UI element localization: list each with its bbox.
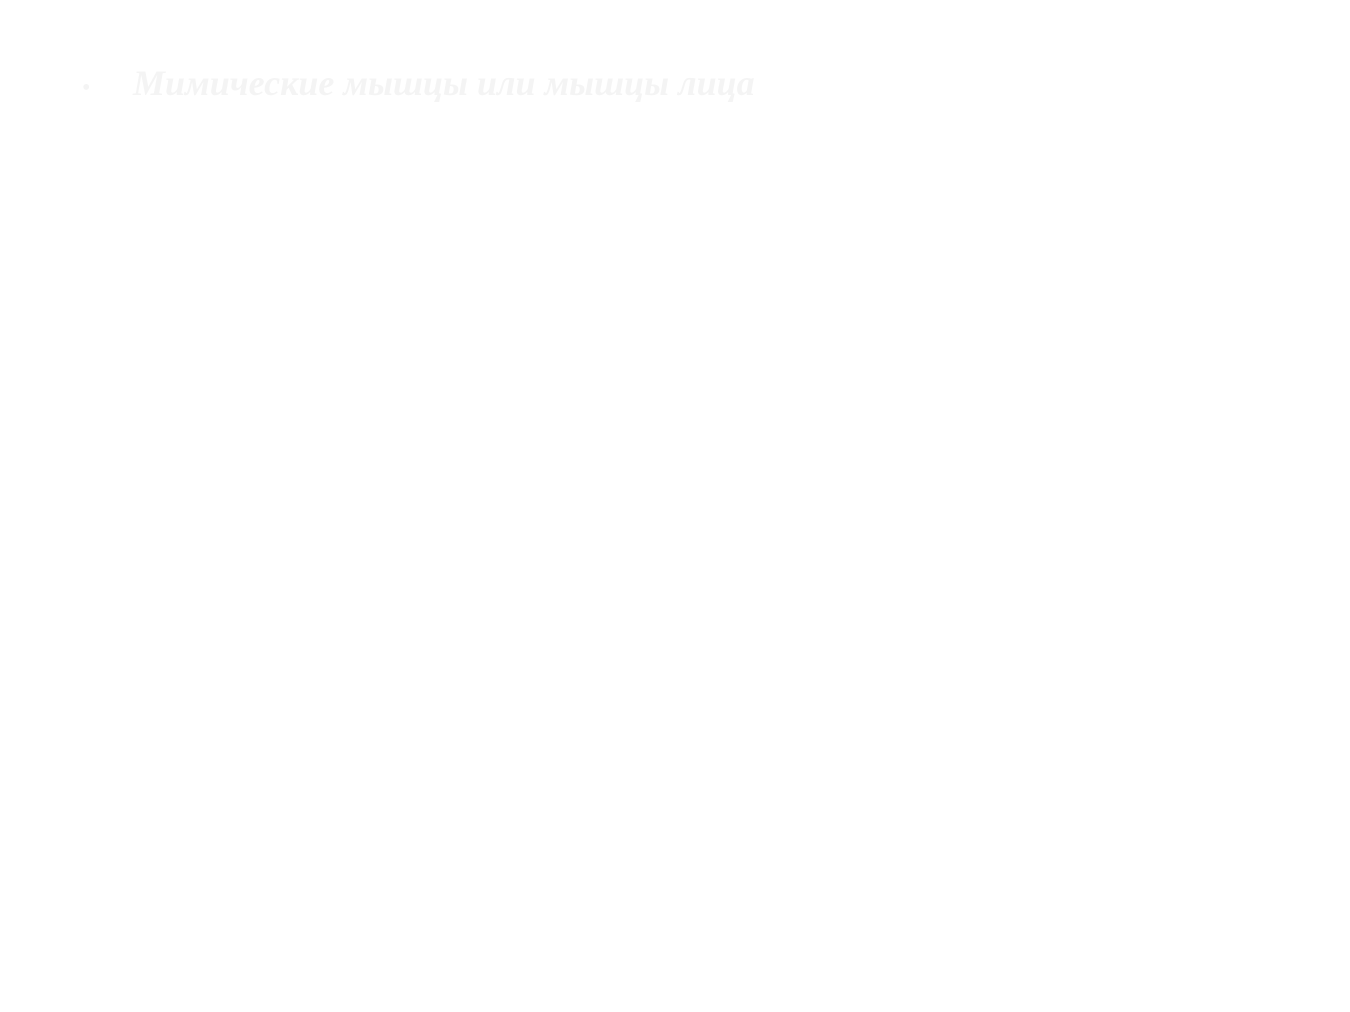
list-item [80, 62, 755, 114]
bullet-list [80, 62, 755, 114]
bullet-marker: • [82, 75, 91, 101]
bullet-text: Мимические мышцы или мышцы лица [133, 63, 755, 103]
